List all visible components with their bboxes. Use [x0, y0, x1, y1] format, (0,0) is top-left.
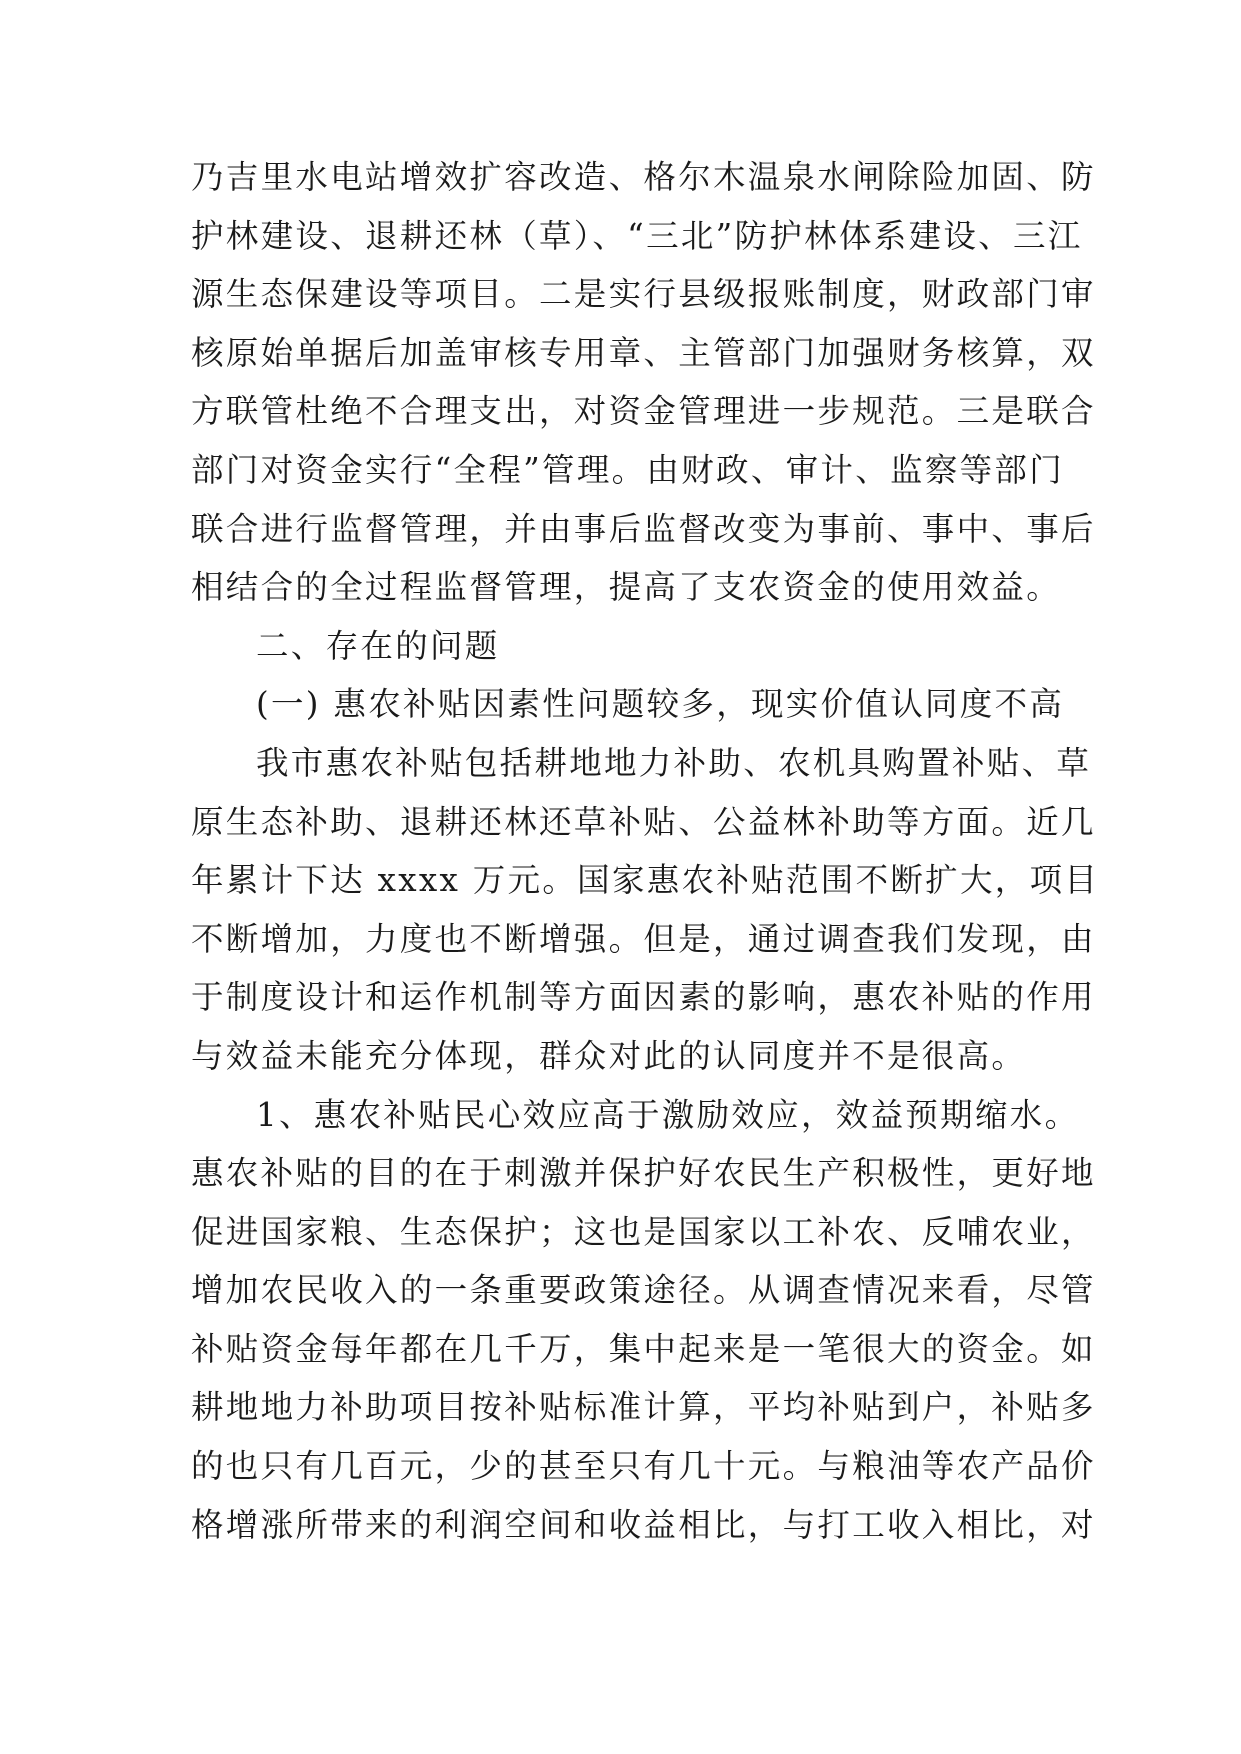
body-text: [191, 148, 1100, 1554]
paragraph-line: 相结合的全过程监督管理，提高了支农资金的使用效益。: [191, 568, 1062, 607]
paragraph-line: 乃吉里水电站增效扩容改造、格尔木温泉水闸除险加固、防: [191, 158, 1096, 196]
paragraph-line: 护林建设、退耕还林（草）、“三北”防护林体系建设、三江: [191, 216, 1083, 255]
paragraph-line: 我市惠农补贴包括耕地地力补助、农机具购置补贴、草: [256, 743, 1092, 782]
paragraph-line: 联合进行监督管理，并由事后监督改变为事前、事中、事后: [191, 509, 1096, 548]
paragraph-line: 核原始单据后加盖审核专用章、主管部门加强财务核算，双: [191, 333, 1096, 372]
paragraph-line: 与效益未能充分体现，群众对此的认同度并不是很高。: [191, 1036, 1027, 1075]
paragraph-line: 格增涨所带来的利润空间和收益相比，与打工收入相比，对: [191, 1505, 1096, 1544]
paragraph-line: 于制度设计和运作机制等方面因素的影响，惠农补贴的作用: [191, 978, 1096, 1017]
paragraph-line: 方联管杜绝不合理支出，对资金管理进一步规范。三是联合: [191, 392, 1096, 431]
paragraph-line: 原生态补助、退耕还林还草补贴、公益林补助等方面。近几: [191, 802, 1096, 841]
paragraph-line: 促进国家粮、生态保护；这也是国家以工补农、反哺农业，: [191, 1212, 1096, 1251]
paragraph-line: 惠农补贴的目的在于刺激并保护好农民生产积极性，更好地: [191, 1154, 1096, 1193]
section-heading: 二、存在的问题: [256, 626, 500, 665]
paragraph-line: 部门对资金实行“全程”管理。由财政、审计、监察等部门: [191, 450, 1065, 489]
numbered-point-heading: 1、惠农补贴民心效应高于激励效应，效益预期缩水。: [256, 1095, 1080, 1134]
paragraph-line: 年累计下达 xxxx 万元。国家惠农补贴范围不断扩大，项目: [191, 861, 1100, 900]
paragraph-line: 增加农民收入的一条重要政策途径。从调查情况来看，尽管: [191, 1271, 1096, 1310]
paragraph-line: 的也只有几百元，少的甚至只有几十元。与粮油等农产品价: [191, 1447, 1096, 1486]
paragraph-line: 不断增加，力度也不断增强。但是，通过调查我们发现，由: [191, 919, 1096, 958]
paragraph-line: 源生态保建设等项目。二是实行县级报账制度，财政部门审: [191, 275, 1096, 314]
paragraph-line: 耕地地力补助项目按补贴标准计算，平均补贴到户，补贴多: [191, 1388, 1096, 1427]
subsection-heading: (一) 惠农补贴因素性问题较多，现实价值认同度不高: [256, 685, 1065, 724]
paragraph-line: 补贴资金每年都在几千万，集中起来是一笔很大的资金。如: [191, 1329, 1096, 1368]
